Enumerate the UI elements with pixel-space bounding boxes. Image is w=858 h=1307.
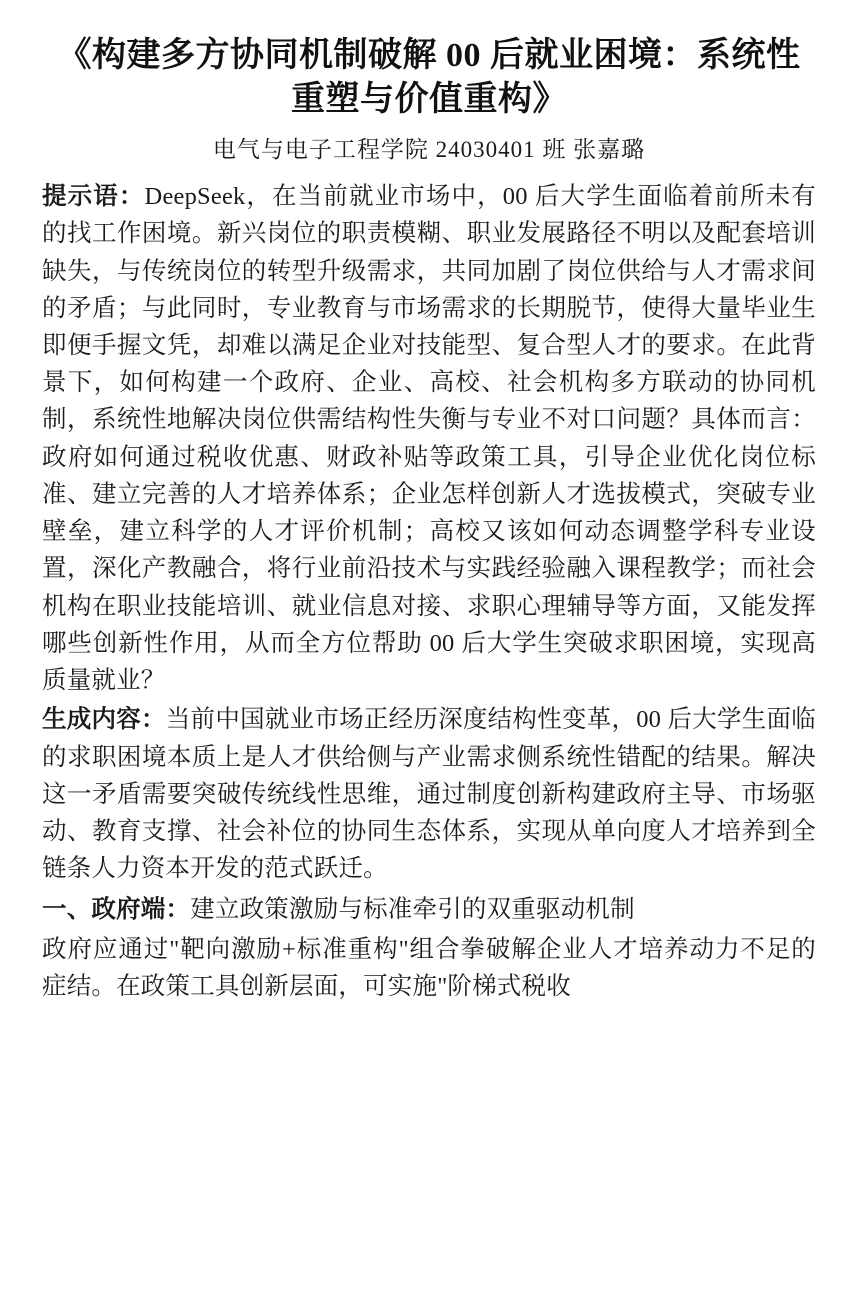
generated-label: 生成内容： — [42, 706, 166, 734]
generated-paragraph — [42, 701, 816, 887]
section-heading-1 — [42, 891, 816, 928]
section-label-1: 一、政府端： — [42, 896, 191, 924]
prompt-text: DeepSeek，在当前就业市场中，00 后大学生面临着前所未有的找工作困境。新兴岗位的职责模糊、职业发展路径不明以及配套培训缺失，与传统岗位的转型升级需求，共同加剧了岗位供给与人才需求间的矛盾；与此同时，专业教育与市场需求的长期脱节，使得大量毕业生即便手握文凭，却难以满足企业对技能型、复合型人才的要求。在此背景下，如何构建一个政府、企业、高校、社会机构多方联动的协同机制，系统性地解决岗位供需结构性失衡与专业不对口问题？具体而言：政府如何通过税收优惠、财政补贴等政策工具，引导企业优化岗位标准、建立完善的人才培养体系；企业怎样创新人才选拔模式，突破专业壁垒，建立科学的人才评价机制；高校又该如何动态调整学科专业设置，深化产教融合，将行业前沿技术与实践经验融入课程教学；而社会机构在职业技能培训、就业信息对接、求职心理辅导等方面，又能发挥哪些创新性作用，从而全方位帮助 00 后大学生突破求职困境，实现高质量就业？ — [42, 183, 816, 695]
prompt-label: 提示语： — [42, 183, 145, 211]
section-heading-text-1: 建立政策激励与标准牵引的双重驱动机制 — [190, 896, 635, 924]
author-byline: 电气与电子工程学院 24030401 班 张嘉璐 — [212, 137, 646, 163]
generated-text: 当前中国就业市场正经历深度结构性变革，00 后大学生面临的求职困境本质上是人才供给侧与产业需求侧系统性错配的结果。解决这一矛盾需要突破传统线性思维，通过制度创新构建政府主导、市场驱动、教育支撑、社会补位的协同生态体系，实现从单向度人才培养到全链条人力资本开发的范式跃迁。 — [42, 706, 816, 883]
section-body-1: 政府应通过"靶向激励+标准重构"组合拳破解企业人才培养动力不足的症结。在政策工具创新层面，可实施"阶梯式税收 — [42, 935, 816, 1000]
page-title: 《构建多方协同机制破解 00 后就业困境：系统性重塑与价值重构》 — [57, 37, 801, 118]
prompt-paragraph — [42, 178, 816, 699]
